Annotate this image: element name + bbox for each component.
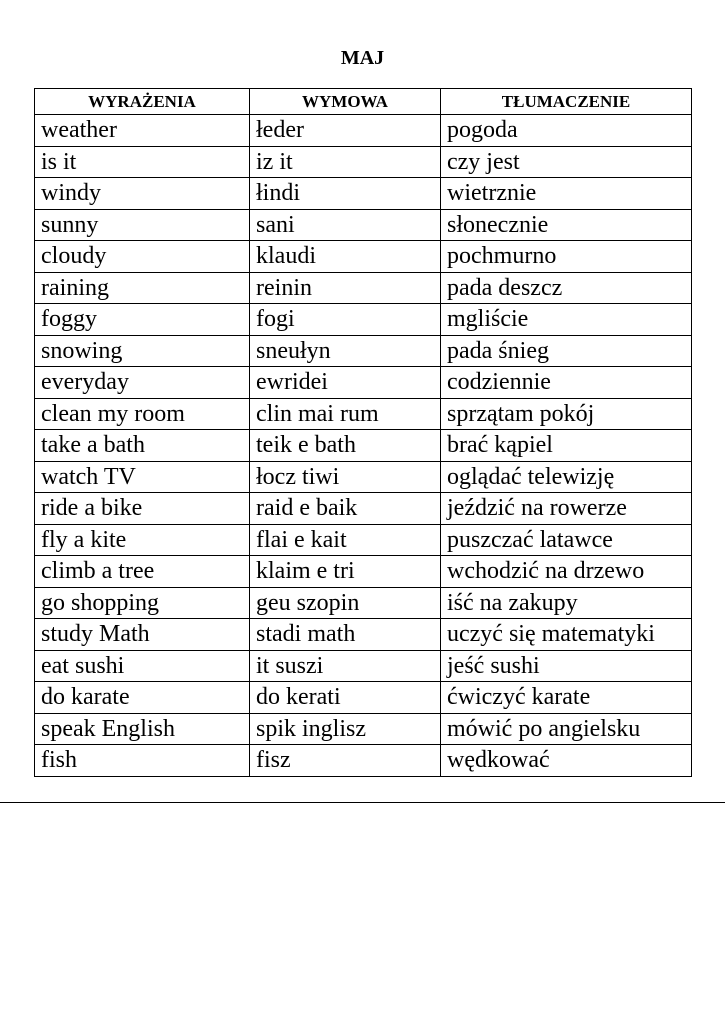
translation-cell: ćwiczyć karate — [441, 682, 692, 714]
pronunciation-cell: ewridei — [250, 367, 441, 399]
pronunciation-cell: klaudi — [250, 241, 441, 273]
pronunciation-cell: łindi — [250, 178, 441, 210]
pronunciation-cell: łeder — [250, 115, 441, 147]
expression-cell: raining — [35, 272, 250, 304]
expression-cell: everyday — [35, 367, 250, 399]
pronunciation-cell: teik e bath — [250, 430, 441, 462]
expression-cell: fish — [35, 745, 250, 777]
translation-cell: jeść sushi — [441, 650, 692, 682]
expression-cell: do karate — [35, 682, 250, 714]
expression-cell: study Math — [35, 619, 250, 651]
table-row — [35, 745, 692, 777]
pronunciation-cell: flai e kait — [250, 524, 441, 556]
translation-cell: brać kąpiel — [441, 430, 692, 462]
table-row — [35, 398, 692, 430]
table-row — [35, 713, 692, 745]
translation-cell: mówić po angielsku — [441, 713, 692, 745]
pronunciation-cell: do kerati — [250, 682, 441, 714]
table-row — [35, 115, 692, 147]
translation-cell: pochmurno — [441, 241, 692, 273]
translation-cell: puszczać latawce — [441, 524, 692, 556]
translation-cell: iść na zakupy — [441, 587, 692, 619]
pronunciation-cell: raid e baik — [250, 493, 441, 525]
translation-cell: pada śnieg — [441, 335, 692, 367]
table-row — [35, 178, 692, 210]
pronunciation-cell: it suszi — [250, 650, 441, 682]
expression-cell: cloudy — [35, 241, 250, 273]
expression-cell: fly a kite — [35, 524, 250, 556]
translation-cell: uczyć się matematyki — [441, 619, 692, 651]
table-row — [35, 272, 692, 304]
table-row — [35, 241, 692, 273]
table-header-row — [35, 89, 692, 115]
table-row — [35, 556, 692, 588]
expression-cell: sunny — [35, 209, 250, 241]
table-row — [35, 367, 692, 399]
translation-cell: sprzątam pokój — [441, 398, 692, 430]
pronunciation-cell: clin mai rum — [250, 398, 441, 430]
expression-cell: climb a tree — [35, 556, 250, 588]
table-row — [35, 524, 692, 556]
pronunciation-cell: stadi math — [250, 619, 441, 651]
table-row — [35, 209, 692, 241]
table-row — [35, 650, 692, 682]
table-row — [35, 493, 692, 525]
expression-cell: eat sushi — [35, 650, 250, 682]
pronunciation-cell: spik inglisz — [250, 713, 441, 745]
page-divider — [0, 802, 725, 803]
table-body — [35, 115, 692, 777]
translation-cell: słonecznie — [441, 209, 692, 241]
table-row — [35, 430, 692, 462]
expression-cell: clean my room — [35, 398, 250, 430]
expression-cell: take a bath — [35, 430, 250, 462]
expression-cell: windy — [35, 178, 250, 210]
expression-cell: snowing — [35, 335, 250, 367]
pronunciation-cell: fisz — [250, 745, 441, 777]
page-title: MAJ — [340, 47, 385, 69]
header-pronunciation: WYMOWA — [250, 89, 441, 115]
translation-cell: pogoda — [441, 115, 692, 147]
translation-cell: wietrznie — [441, 178, 692, 210]
pronunciation-cell: iz it — [250, 146, 441, 178]
expression-cell: weather — [35, 115, 250, 147]
translation-cell: wchodzić na drzewo — [441, 556, 692, 588]
translation-cell: wędkować — [441, 745, 692, 777]
table-row — [35, 335, 692, 367]
translation-cell: jeździć na rowerze — [441, 493, 692, 525]
expression-cell: foggy — [35, 304, 250, 336]
table-row — [35, 146, 692, 178]
pronunciation-cell: sani — [250, 209, 441, 241]
translation-cell: czy jest — [441, 146, 692, 178]
header-translation: TŁUMACZENIE — [441, 89, 692, 115]
table-row — [35, 461, 692, 493]
table-row — [35, 619, 692, 651]
pronunciation-cell: sneułyn — [250, 335, 441, 367]
pronunciation-cell: geu szopin — [250, 587, 441, 619]
pronunciation-cell: klaim e tri — [250, 556, 441, 588]
table-row — [35, 587, 692, 619]
expression-cell: go shopping — [35, 587, 250, 619]
header-expressions: WYRAŻENIA — [35, 89, 250, 115]
translation-cell: pada deszcz — [441, 272, 692, 304]
table-row — [35, 304, 692, 336]
translation-cell: mgliście — [441, 304, 692, 336]
vocabulary-table — [34, 88, 692, 777]
expression-cell: speak English — [35, 713, 250, 745]
expression-cell: is it — [35, 146, 250, 178]
pronunciation-cell: reinin — [250, 272, 441, 304]
translation-cell: oglądać telewizję — [441, 461, 692, 493]
pronunciation-cell: fogi — [250, 304, 441, 336]
expression-cell: watch TV — [35, 461, 250, 493]
expression-cell: ride a bike — [35, 493, 250, 525]
translation-cell: codziennie — [441, 367, 692, 399]
pronunciation-cell: łocz tiwi — [250, 461, 441, 493]
table-row — [35, 682, 692, 714]
